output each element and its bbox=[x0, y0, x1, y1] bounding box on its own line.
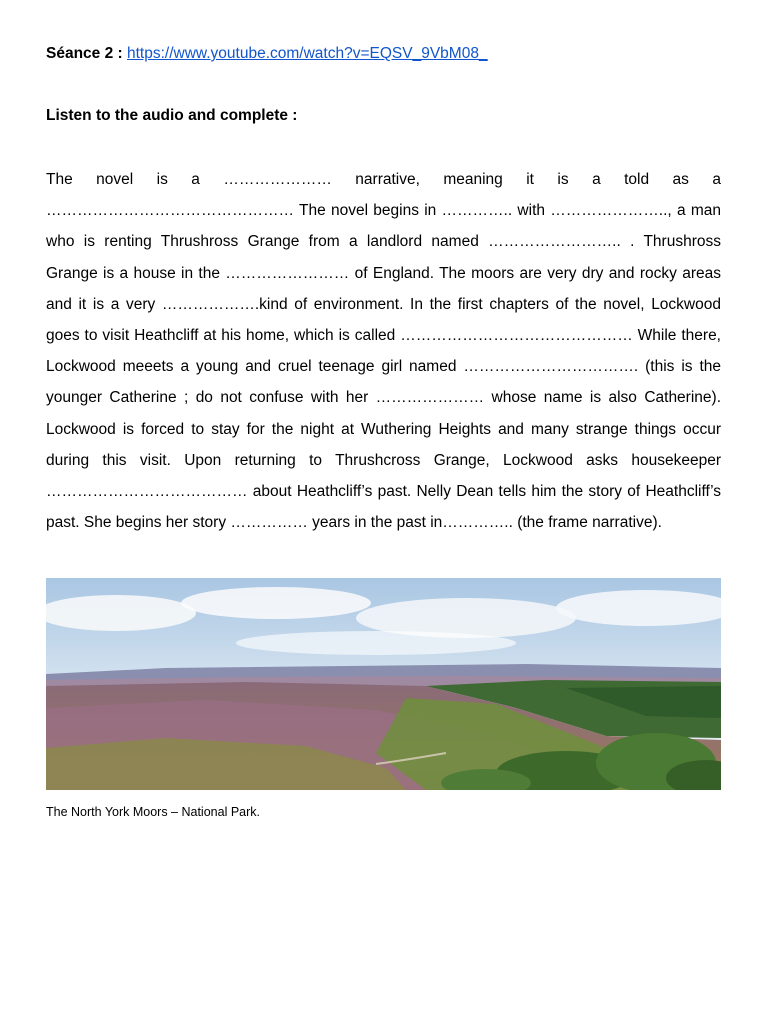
moorland-photo bbox=[46, 578, 721, 790]
session-heading bbox=[46, 44, 488, 64]
youtube-link[interactable]: https://www.youtube.com/watch?v=EQSV_9VbM08_ bbox=[127, 45, 488, 62]
gap-fill-passage: The novel is a ………………… narrative, meaning it is a told as a ………………………………………… The novel begins in ………….. with ………………….., a man who is renting Thrushross Grange from a landlord named …………………….. . Thrushross Grange is a house in the …………………… of England. The moors are very dry and rocky areas and it is a very ……………….kind of environment. In the first chapters of the novel, Lockwood goes to visit Heathcliff at his home, which is called ……………………………………… While there, Lockwood meeets a young and cruel teenage girl named ……………………………. (this is the younger Catherine ; do not confuse with her ………………… whose name is also Catherine). Lockwood is forced to stay for the night at Wuthering Heights and many strange things occur during this visit. Upon returning to Thrushcross Grange, Lockwood asks housekeeper ………………………………… about Heathcliff’s past. Nelly Dean tells him the story of Heathcliff’s past. She begins her story …………… years in the past in………….. (the frame narrative). bbox=[46, 171, 721, 532]
instruction-heading: Listen to the audio and complete : bbox=[46, 107, 298, 124]
photo-caption: The North York Moors – National Park. bbox=[46, 805, 260, 819]
session-label: Séance 2 : bbox=[46, 45, 123, 62]
